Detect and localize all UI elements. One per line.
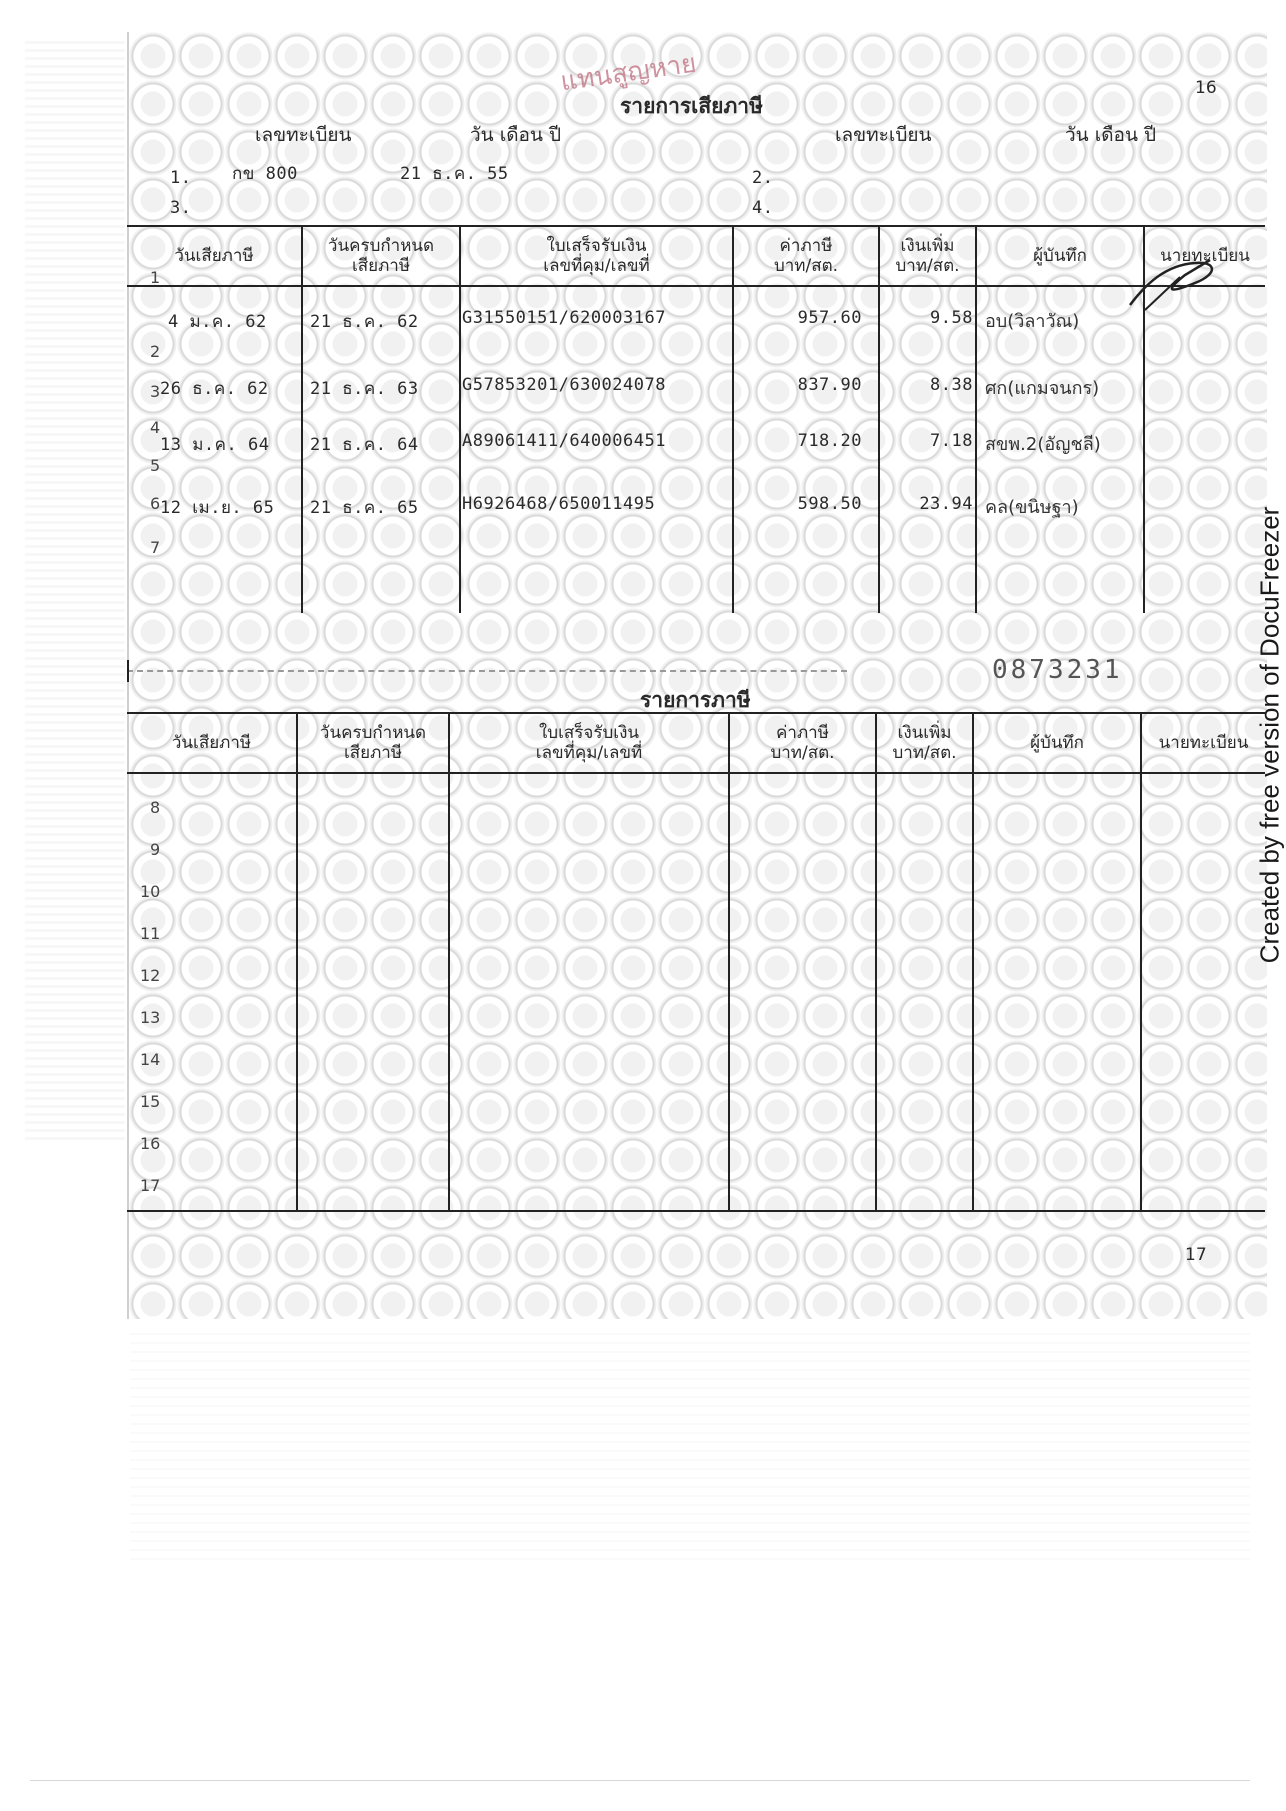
- col2-recorder: ผู้บันทึก: [973, 713, 1141, 773]
- reg-row-2-num: 2.: [752, 168, 774, 188]
- scan-bottom-line: [30, 1780, 1250, 1781]
- t1-row1-recorder: อบ(วิลาวัณ): [985, 311, 1080, 332]
- col2-tax: ค่าภาษี บาท/สต.: [729, 713, 876, 773]
- t1-row4-extra: 7.18: [930, 431, 973, 451]
- t2-row-num-10: 10: [140, 882, 161, 901]
- t1-row-num-3: 3: [150, 382, 161, 401]
- t1-row-num-6: 6: [150, 494, 161, 513]
- replacement-stamp: แทนสูญหาย: [558, 48, 699, 98]
- col2-extra: เงินเพิ่ม บาท/สต.: [876, 713, 973, 773]
- registrar-signature: [1125, 255, 1225, 315]
- t2-row-num-17: 17: [140, 1176, 161, 1195]
- t2-col-tax: [729, 773, 876, 1211]
- t1-row4-tax: 718.20: [797, 431, 862, 451]
- reg-header-right: เลขทะเบียน: [835, 124, 932, 146]
- scan-bottom-noise: [130, 1330, 1250, 1560]
- t1-row6-extra: 23.94: [919, 494, 973, 514]
- t1-row1-extra: 9.58: [930, 308, 973, 328]
- tax-payment-table-1: [127, 225, 1265, 613]
- reg-row-3-num: 3.: [170, 198, 192, 218]
- t1-row4-pay-date: 13 ม.ค. 64: [160, 435, 270, 455]
- t2-row-num-8: 8: [150, 798, 161, 817]
- t2-row-num-15: 15: [140, 1092, 161, 1111]
- docufreezer-watermark: Created by free version of DocuFreezer: [1254, 506, 1285, 964]
- t1-row-num-2: 2: [150, 342, 161, 361]
- section2-title: รายการภาษี: [640, 688, 751, 712]
- col-recorder: ผู้บันทึก: [976, 226, 1144, 286]
- t2-row-num-12: 12: [140, 966, 161, 985]
- t1-row4-due-date: 21 ธ.ค. 64: [310, 435, 419, 455]
- t1-row4-recorder: สขพ.2(อัญชลี): [985, 434, 1101, 455]
- t1-row-num-7: 7: [150, 538, 161, 557]
- col2-pay-date: วันเสียภาษี: [127, 713, 297, 773]
- t1-row3-tax: 837.90: [797, 375, 862, 395]
- t2-row-num-11: 11: [140, 924, 161, 943]
- t1-row1-pay-date: 4 ม.ค. 62: [168, 312, 267, 332]
- perforation-tick: [127, 660, 129, 682]
- reg-header-left: เลขทะเบียน: [255, 124, 352, 146]
- t2-row-num-9: 9: [150, 840, 161, 859]
- t1-row-num-5: 5: [150, 456, 161, 475]
- date-header-left: วัน เดือน ปี: [470, 124, 562, 146]
- date-header-right: วัน เดือน ปี: [1065, 124, 1157, 146]
- t1-row1-tax: 957.60: [797, 308, 862, 328]
- col2-due-date: วันครบกำหนด เสียภาษี: [297, 713, 449, 773]
- col-registrar: นายทะเบียน: [1144, 226, 1265, 286]
- t2-col-receipt: [449, 773, 729, 1211]
- t2-col-registrar: [1141, 773, 1265, 1211]
- section1-title: รายการเสียภาษี: [620, 94, 763, 118]
- reg-row-4-num: 4.: [752, 198, 774, 218]
- perforation-line: [127, 670, 847, 673]
- reg-row-1-num: 1.: [170, 168, 192, 188]
- scan-left-margin-noise: [25, 40, 125, 1140]
- t2-row-num-14: 14: [140, 1050, 161, 1069]
- reg-row-1-date: 21 ธ.ค. 55: [400, 164, 509, 184]
- reg-row-1-number: กข 800: [232, 164, 298, 184]
- t1-row3-receipt: G57853201/630024078: [462, 375, 666, 395]
- tax-payment-table-2: [127, 712, 1265, 1212]
- t1-row1-due-date: 21 ธ.ค. 62: [310, 312, 419, 332]
- col-tax: ค่าภาษี บาท/สต.: [733, 226, 879, 286]
- t1-row-num-1: 1: [150, 268, 161, 287]
- t1-row6-receipt: H6926468/650011495: [462, 494, 656, 514]
- col-due-date: วันครบกำหนด เสียภาษี: [302, 226, 460, 286]
- col2-registrar: นายทะเบียน: [1141, 713, 1265, 773]
- t2-col-extra: [876, 773, 973, 1211]
- col-extra: เงินเพิ่ม บาท/สต.: [879, 226, 976, 286]
- t1-row1-receipt: G31550151/620003167: [462, 308, 666, 328]
- t2-col-due-date: [297, 773, 449, 1211]
- t2-row-num-13: 13: [140, 1008, 161, 1027]
- page-number-top: 16: [1195, 78, 1217, 98]
- t1-row6-tax: 598.50: [797, 494, 862, 514]
- t1-row3-due-date: 21 ธ.ค. 63: [310, 379, 419, 399]
- col-receipt: ใบเสร็จรับเงิน เลขที่คุม/เลขที่: [460, 226, 733, 286]
- t1-row3-pay-date: 26 ธ.ค. 62: [160, 379, 269, 399]
- col-pay-date: วันเสียภาษี: [127, 226, 302, 286]
- col2-receipt: ใบเสร็จรับเงิน เลขที่คุม/เลขที่: [449, 713, 729, 773]
- t1-row6-due-date: 21 ธ.ค. 65: [310, 498, 419, 518]
- t1-row3-recorder: ศก(แกมจนกร): [985, 378, 1100, 399]
- serial-number: 0873231: [992, 655, 1123, 685]
- t1-row6-pay-date: 12 เม.ย. 65: [160, 498, 275, 518]
- t2-col-recorder: [973, 773, 1141, 1211]
- t1-row6-recorder: คล(ขนิษฐา): [985, 497, 1079, 518]
- t1-row-num-4: 4: [150, 418, 161, 437]
- page-number-bottom: 17: [1185, 1245, 1207, 1265]
- t1-row3-extra: 8.38: [930, 375, 973, 395]
- t2-row-num-16: 16: [140, 1134, 161, 1153]
- t1-row4-receipt: A89061411/640006451: [462, 431, 666, 451]
- t1-col-registrar: [1144, 286, 1265, 613]
